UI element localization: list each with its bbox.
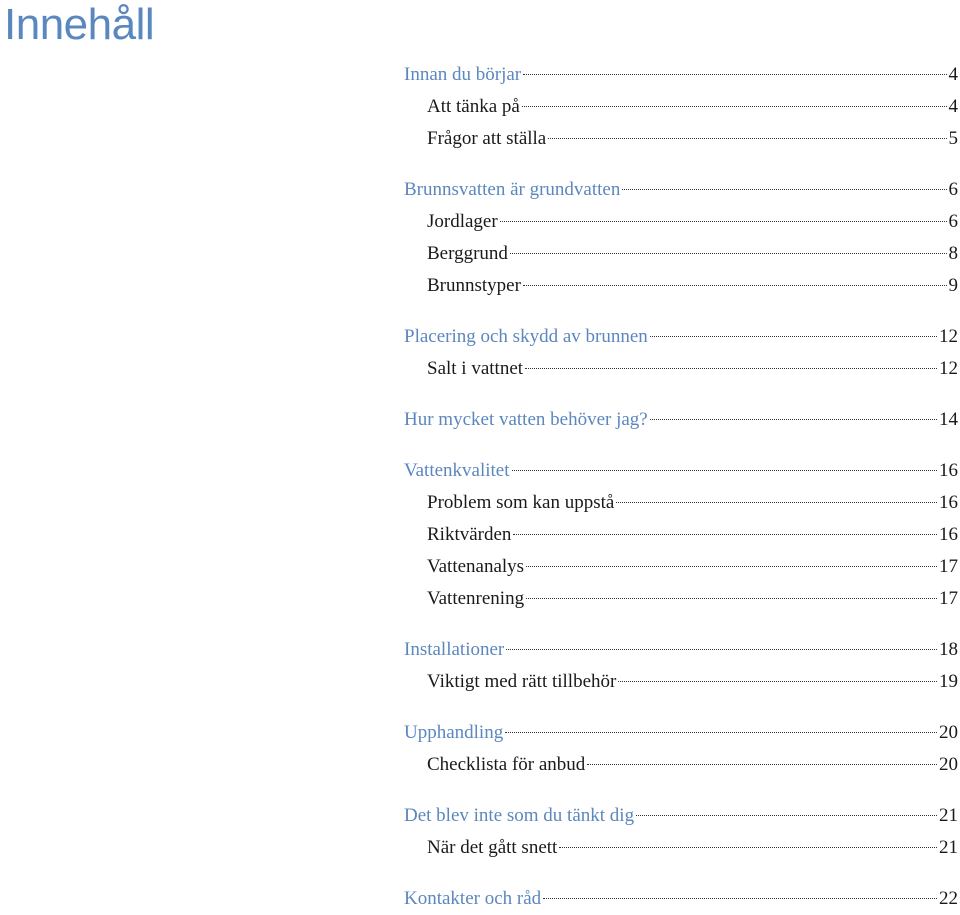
- toc-entry-label: Vattenrening: [427, 588, 525, 609]
- toc-subsection-entry[interactable]: [404, 206, 958, 238]
- toc-page-number: 20: [939, 754, 958, 775]
- toc-entry-label: Frågor att ställa: [427, 128, 547, 149]
- toc-dot-leader: [618, 681, 937, 682]
- toc-subsection-entry[interactable]: [404, 519, 958, 551]
- toc-section-entry[interactable]: [404, 634, 958, 666]
- toc-entry-label: Checklista för anbud: [427, 754, 586, 775]
- toc-page-number: 5: [948, 128, 958, 149]
- toc-page-number: 21: [939, 805, 958, 826]
- toc-entry-label: När det gått snett: [427, 837, 558, 858]
- toc-page-number: 20: [939, 722, 958, 743]
- toc-entry-label: Innan du börjar: [404, 64, 522, 85]
- toc-dot-leader: [526, 598, 937, 599]
- toc-dot-leader: [543, 898, 937, 899]
- toc-dot-leader: [559, 847, 937, 848]
- toc-dot-leader: [500, 221, 947, 222]
- toc-section-entry[interactable]: [404, 455, 958, 487]
- toc-page-number: 8: [948, 243, 958, 264]
- toc-entry-label: Upphandling: [404, 722, 504, 743]
- toc-subsection-entry[interactable]: [404, 666, 958, 698]
- page-title: Innehåll: [4, 0, 155, 49]
- toc-subsection-entry[interactable]: [404, 551, 958, 583]
- toc-subsection-entry[interactable]: [404, 832, 958, 864]
- toc-entry-label: Att tänka på: [427, 96, 520, 117]
- toc-section-entry[interactable]: [404, 174, 958, 206]
- toc-dot-leader: [510, 253, 947, 254]
- table-of-contents: [404, 59, 958, 915]
- toc-subsection-entry[interactable]: [404, 353, 958, 385]
- toc-page-number: 12: [939, 358, 958, 379]
- toc-entry-label: Problem som kan uppstå: [427, 492, 615, 513]
- toc-entry-label: Brunnsvatten är grundvatten: [404, 179, 621, 200]
- toc-entry-label: Kontakter och råd: [404, 888, 542, 909]
- toc-page-number: 4: [948, 96, 958, 117]
- toc-section-entry[interactable]: [404, 321, 958, 353]
- toc-entry-label: Riktvärden: [427, 524, 512, 545]
- toc-dot-leader: [636, 815, 937, 816]
- toc-entry-label: Brunnstyper: [427, 275, 521, 296]
- toc-page-number: 9: [948, 275, 958, 296]
- toc-page-number: 14: [939, 409, 958, 430]
- toc-subsection-entry[interactable]: [404, 749, 958, 781]
- toc-subsection-entry[interactable]: [404, 270, 958, 302]
- toc-subsection-entry[interactable]: [404, 583, 958, 615]
- toc-entry-label: Jordlager: [427, 211, 498, 232]
- toc-page-number: 12: [939, 326, 958, 347]
- toc-page-number: 16: [939, 460, 958, 481]
- toc-subsection-entry[interactable]: [404, 238, 958, 270]
- toc-page-number: 16: [939, 492, 958, 513]
- toc-page-number: 19: [939, 671, 958, 692]
- toc-page-number: 18: [939, 639, 958, 660]
- toc-dot-leader: [512, 470, 937, 471]
- toc-page-number: 17: [939, 588, 958, 609]
- toc-entry-label: Vattenanalys: [427, 556, 525, 577]
- toc-entry-label: Placering och skydd av brunnen: [404, 326, 648, 347]
- toc-section-entry[interactable]: [404, 404, 958, 436]
- toc-dot-leader: [650, 336, 937, 337]
- toc-dot-leader: [522, 106, 947, 107]
- toc-page-number: 22: [939, 888, 958, 909]
- toc-section-entry[interactable]: [404, 800, 958, 832]
- toc-dot-leader: [548, 138, 946, 139]
- toc-subsection-entry[interactable]: [404, 123, 958, 155]
- toc-entry-label: Hur mycket vatten behöver jag?: [404, 409, 648, 430]
- toc-dot-leader: [525, 368, 937, 369]
- toc-subsection-entry[interactable]: [404, 91, 958, 123]
- toc-section-entry[interactable]: [404, 717, 958, 749]
- toc-dot-leader: [523, 285, 947, 286]
- toc-page-number: 17: [939, 556, 958, 577]
- toc-dot-leader: [526, 566, 937, 567]
- toc-section-entry[interactable]: [404, 883, 958, 915]
- toc-entry-label: Viktigt med rätt tillbehör: [427, 671, 617, 692]
- toc-page-number: 16: [939, 524, 958, 545]
- toc-page-number: 6: [948, 211, 958, 232]
- toc-dot-leader: [622, 189, 946, 190]
- toc-entry-label: Vattenkvalitet: [404, 460, 510, 481]
- toc-dot-leader: [523, 74, 946, 75]
- toc-dot-leader: [513, 534, 937, 535]
- toc-subsection-entry[interactable]: [404, 487, 958, 519]
- toc-entry-label: Berggrund: [427, 243, 508, 264]
- toc-dot-leader: [587, 764, 937, 765]
- toc-entry-label: Det blev inte som du tänkt dig: [404, 805, 635, 826]
- toc-section-entry[interactable]: [404, 59, 958, 91]
- toc-dot-leader: [505, 732, 937, 733]
- toc-page-number: 4: [948, 64, 958, 85]
- toc-page-number: 6: [948, 179, 958, 200]
- toc-dot-leader: [506, 649, 937, 650]
- toc-entry-label: Salt i vattnet: [427, 358, 524, 379]
- toc-entry-label: Installationer: [404, 639, 505, 660]
- toc-dot-leader: [650, 419, 937, 420]
- toc-page-number: 21: [939, 837, 958, 858]
- toc-dot-leader: [616, 502, 937, 503]
